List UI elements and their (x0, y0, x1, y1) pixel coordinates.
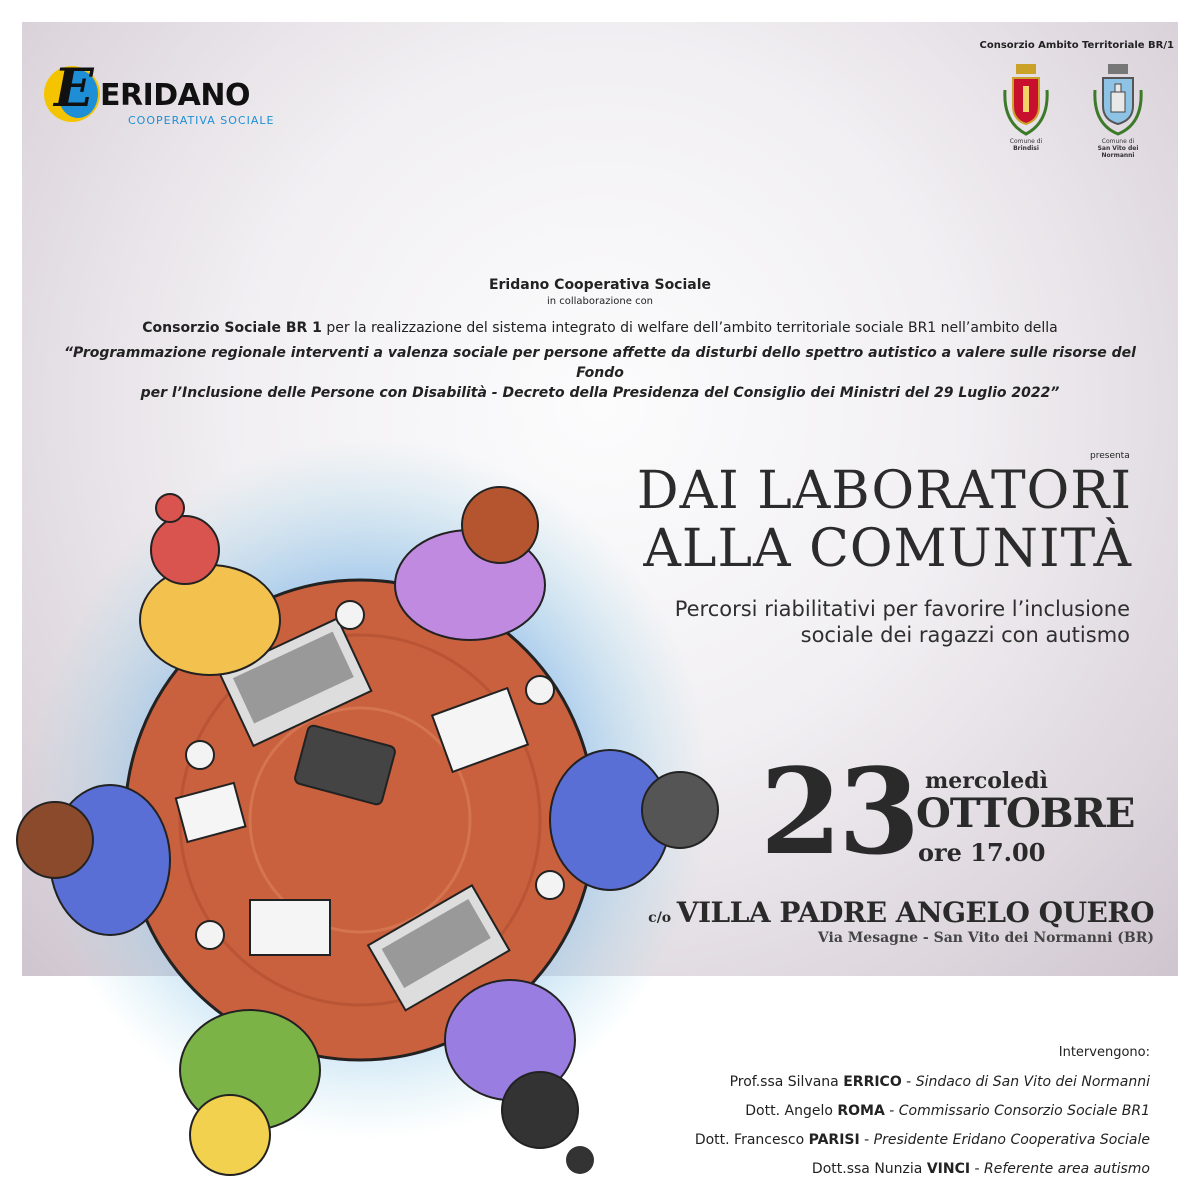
consorzio-title: Consorzio Ambito Territoriale BR/1 (979, 40, 1174, 51)
speaker-title: Dott.ssa Nunzia (811, 1161, 923, 1177)
venue (648, 896, 1154, 929)
organizer-name: Eridano Cooperativa Sociale (488, 277, 712, 293)
speaker-role: Sindaco di San Vito dei Normanni (915, 1074, 1150, 1090)
crest1-prefix: Comune di (1009, 138, 1043, 145)
speaker-surname: VINCI (926, 1161, 971, 1177)
san-vito-crest (1088, 62, 1148, 160)
partner-name: Consorzio Sociale BR 1 (142, 320, 322, 336)
subtitle-line-1: Percorsi riabilitativi per favorire l’inclusione (674, 597, 1130, 621)
person-blue-left (17, 785, 170, 935)
logo-subtitle: COOPERATIVA SOCIALE (128, 114, 275, 127)
presenta-label: presenta (1090, 451, 1130, 461)
cup-3 (186, 741, 214, 769)
event-title (606, 462, 1132, 578)
speaker-row: Dott. Angelo ROMA - Commissario Consorzio Sociale BR1 (745, 1103, 1150, 1119)
event-time: ore 17.00 (918, 838, 1046, 867)
logo-letter: E (54, 58, 94, 119)
title-line-2: ALLA COMUNITÀ (643, 519, 1132, 579)
speaker-surname: ROMA (837, 1103, 885, 1119)
cup-1 (336, 601, 364, 629)
event-month: OTTOBRE (916, 790, 1135, 837)
program-quote (40, 343, 1160, 403)
crest2-name: San Vito dei Normanni (1097, 145, 1139, 160)
speaker-row: Dott. Francesco PARISI - Presidente Eridano Cooperativa Sociale (694, 1132, 1150, 1148)
speaker-row: Prof.ssa Silvana ERRICO - Sindaco di San Vito dei Normanni (729, 1074, 1150, 1090)
speaker-role: Referente area autismo (984, 1161, 1150, 1177)
quote-line-2: per l’Inclusione delle Persone con Disabilità - Decreto della Presidenza del Consiglio dei Ministri del 29 Luglio 2022” (140, 385, 1060, 401)
collaboration-text: in collaborazione con (546, 296, 654, 307)
cup-4 (536, 871, 564, 899)
speaker-title: Prof.ssa Silvana (729, 1074, 839, 1090)
venue-prefix: c/o (648, 910, 672, 926)
eridano-logo (44, 58, 284, 132)
speaker-title: Dott. Angelo (745, 1103, 833, 1119)
person-green (180, 1010, 320, 1175)
quote-line-1: “Programmazione regionale interventi a valenza sociale per persone affette da disturbi dello spettro autistico a valere sulle risorse del Fondo (64, 345, 1136, 381)
speaker-role: Presidente Eridano Cooperativa Sociale (873, 1132, 1150, 1148)
crest1-name: Brindisi (1013, 145, 1039, 153)
partner-line (40, 320, 1160, 336)
brindisi-crest-icon (997, 62, 1055, 138)
speaker-row: Dott.ssa Nunzia VINCI - Referente area autismo (811, 1161, 1150, 1177)
logo-name: ERIDANO (100, 78, 250, 113)
venue-name: VILLA PADRE ANGELO QUERO (676, 896, 1154, 929)
speakers-list (695, 1044, 1150, 1184)
title-line-1: DAI LABORATORI (636, 461, 1132, 521)
speaker-role: Commissario Consorzio Sociale BR1 (898, 1103, 1150, 1119)
speaker-title: Dott. Francesco (694, 1132, 805, 1148)
speaker-surname: PARISI (808, 1132, 860, 1148)
partner-description: per la realizzazione del sistema integrato di welfare dell’ambito territoriale sociale BR1 nell’ambito della (326, 320, 1058, 336)
paper-3 (250, 900, 330, 955)
subtitle-line-2: sociale dei ragazzi con autismo (800, 623, 1130, 647)
event-day: 23 (760, 742, 917, 881)
cup-2 (526, 676, 554, 704)
venue-address: Via Mesagne - San Vito dei Normanni (BR) (817, 930, 1154, 946)
event-weekday: mercoledì (925, 768, 1049, 794)
san-vito-crest-icon (1089, 62, 1147, 138)
crest2-prefix: Comune di (1101, 138, 1135, 145)
speaker-surname: ERRICO (843, 1074, 902, 1090)
speakers-heading: Intervengono: (1058, 1045, 1150, 1060)
cup-5 (196, 921, 224, 949)
brindisi-crest (996, 62, 1056, 152)
event-subtitle (560, 596, 1130, 648)
